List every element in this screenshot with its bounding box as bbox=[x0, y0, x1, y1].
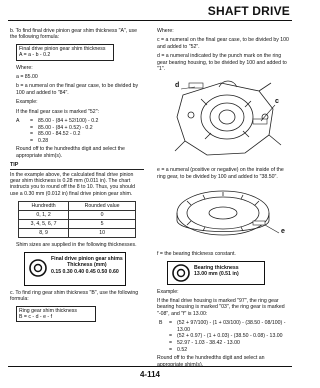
calc-rhs: 85.00 - (84 + 52/100) - 0.2 bbox=[38, 118, 99, 125]
b-description: b = a numeral on the final gear case, to be divided by 100 and added to "84". bbox=[16, 83, 139, 96]
table-row bbox=[19, 211, 136, 220]
where-label: Where: bbox=[16, 64, 33, 71]
table-cell: 0, 1, 2 bbox=[19, 211, 69, 220]
c-description: c = a numeral on the final gear case, to be divided by 100 and added to "52". bbox=[157, 37, 289, 50]
page-footer bbox=[0, 366, 300, 388]
shim-sizes-text: Shim sizes are supplied in the following thicknesses. bbox=[16, 242, 137, 249]
footer-rule bbox=[8, 366, 292, 367]
calc-lhs bbox=[16, 138, 30, 145]
calc-op: = bbox=[169, 340, 173, 347]
calc-op: = bbox=[169, 346, 173, 353]
example-label: Example: bbox=[16, 99, 38, 106]
header-rule bbox=[8, 20, 292, 21]
calc-lhs: B bbox=[159, 320, 163, 327]
a-value: a = 85.00 bbox=[16, 74, 38, 81]
calc-rhs: 0.52 bbox=[177, 346, 188, 353]
d-description: d = a numeral indicated by the punch mark on the ring gear bearing housing, to be divided by 100 and added to "1". bbox=[157, 53, 287, 73]
shim-box-subtitle: Thickness (mm) bbox=[67, 262, 107, 269]
diagram-label-e: e bbox=[281, 228, 285, 236]
calc-op: = bbox=[30, 124, 34, 131]
formula-box-b bbox=[16, 306, 96, 323]
gear-case-illustration bbox=[161, 75, 295, 163]
calc-lhs bbox=[16, 125, 30, 132]
right-column bbox=[157, 28, 291, 371]
rounding-table bbox=[18, 201, 136, 238]
page-number: 4-114 bbox=[139, 370, 161, 379]
formula-box-b-title: Ring gear shim thickness bbox=[19, 307, 77, 314]
table-cell: 10 bbox=[69, 229, 136, 238]
example-text: If the final gear case is marked "52": bbox=[16, 108, 99, 115]
ring-gear-diagram bbox=[161, 183, 295, 247]
calc-rhs: (52 + 97/100) - (1 + 03/100) - (38.50 - 08/100) - 13.00 bbox=[177, 320, 286, 333]
table-header: Hundredth bbox=[19, 202, 69, 211]
calc-rhs: (52 + 0.97) - (1 + 0.03) - (38.50 - 0.08) - 13.00 bbox=[177, 333, 283, 340]
example-text-right: If the final drive housing is marked "97", the ring gear bearing housing is marked "03", the ring gear is marked "-08", and "f" is 13.00: bbox=[157, 298, 285, 317]
calc-rhs: 85.00 - (84 + 0.52) - 0.2 bbox=[38, 124, 93, 131]
table-cell: 3, 4, 5, 6, 7 bbox=[19, 220, 69, 229]
table-cell: 8, 9 bbox=[19, 229, 69, 238]
round-instruction: Round off to the hundredths digit and select the appropriate shim(s). bbox=[16, 146, 125, 159]
calc-op: = bbox=[30, 118, 34, 125]
table-cell: 0 bbox=[69, 211, 136, 220]
e-description: e = a numeral (positive or negative) on the inside of the ring gear, to be divided by 100 and added to "38.50". bbox=[157, 167, 284, 180]
calculation-a bbox=[10, 118, 144, 144]
calc-lhs bbox=[16, 131, 30, 138]
formula-box-a-formula: A = a - b - 0.2 bbox=[19, 52, 51, 59]
calc-lhs: A bbox=[16, 118, 20, 125]
bearing-icon bbox=[172, 264, 190, 284]
calc-op: = bbox=[30, 137, 34, 144]
step-c-text: c. To find ring gear shim thickness "B", use the following formula: bbox=[10, 289, 139, 303]
page-header bbox=[0, 0, 300, 22]
section-title: SHAFT DRIVE bbox=[207, 4, 290, 18]
calc-rhs: 85.00 - 84.52 - 0.2 bbox=[38, 131, 81, 138]
f-description: f = the bearing thickness constant. bbox=[157, 251, 236, 258]
calc-rhs: 0.28 bbox=[38, 137, 49, 144]
tip-text: In the example above, the calculated final drive pinion gear shim thickness is 0.28 mm (0.011 in). The chart instructs you to round off the 8 to 10. Thus, you should use a 0.30 mm (0.012 in) final drive pinion gear shim. bbox=[10, 171, 135, 197]
table-row bbox=[19, 220, 136, 229]
ring-gear-illustration bbox=[161, 183, 295, 247]
where-label-right: Where: bbox=[157, 28, 174, 34]
shim-icon bbox=[29, 259, 47, 279]
table-cell: 5 bbox=[69, 220, 136, 229]
calc-op: = bbox=[30, 131, 34, 138]
calc-lhs bbox=[159, 347, 169, 354]
calc-rhs: 52.97 - 1.03 - 38.42 - 13.00 bbox=[177, 340, 240, 347]
table-row bbox=[19, 229, 136, 238]
bearing-box-title: Bearing thickness bbox=[194, 264, 239, 271]
final-gear-case-diagram bbox=[161, 75, 295, 163]
table-header: Rounded value bbox=[69, 202, 136, 211]
bearing-box-value: 13.00 mm (0.51 in) bbox=[194, 271, 239, 278]
formula-box-a-title: Final drive pinion gear shim thickness bbox=[19, 45, 106, 52]
diagram-label-c: c bbox=[275, 98, 279, 106]
calc-op: = bbox=[169, 320, 173, 327]
formula-box-a bbox=[16, 44, 114, 61]
step-b-text: b. To find final drive pinion gear shim thickness "A", use the following formula: bbox=[10, 28, 137, 41]
tip-rule bbox=[10, 169, 144, 170]
tip-label: TIP bbox=[10, 162, 19, 169]
round-instruction-right: Round off to the hundredths digit and select an appropriate shim(s). bbox=[157, 355, 265, 368]
bearing-thickness-box bbox=[167, 261, 265, 285]
calc-lhs bbox=[159, 333, 169, 340]
formula-box-b-formula: B = c - d - e - f bbox=[19, 313, 53, 320]
diagram-label-d: d bbox=[175, 82, 180, 90]
calculation-b bbox=[157, 320, 291, 353]
example-label-right: Example: bbox=[157, 288, 179, 295]
shim-box-values: 0.15 0.30 0.40 0.45 0.50 0.60 bbox=[51, 268, 119, 275]
shim-sizes-box bbox=[24, 252, 126, 286]
calc-lhs bbox=[159, 340, 169, 347]
calc-op: = bbox=[169, 333, 173, 340]
left-column bbox=[10, 28, 144, 326]
shim-box-title: Final drive pinion gear shims bbox=[51, 255, 123, 262]
